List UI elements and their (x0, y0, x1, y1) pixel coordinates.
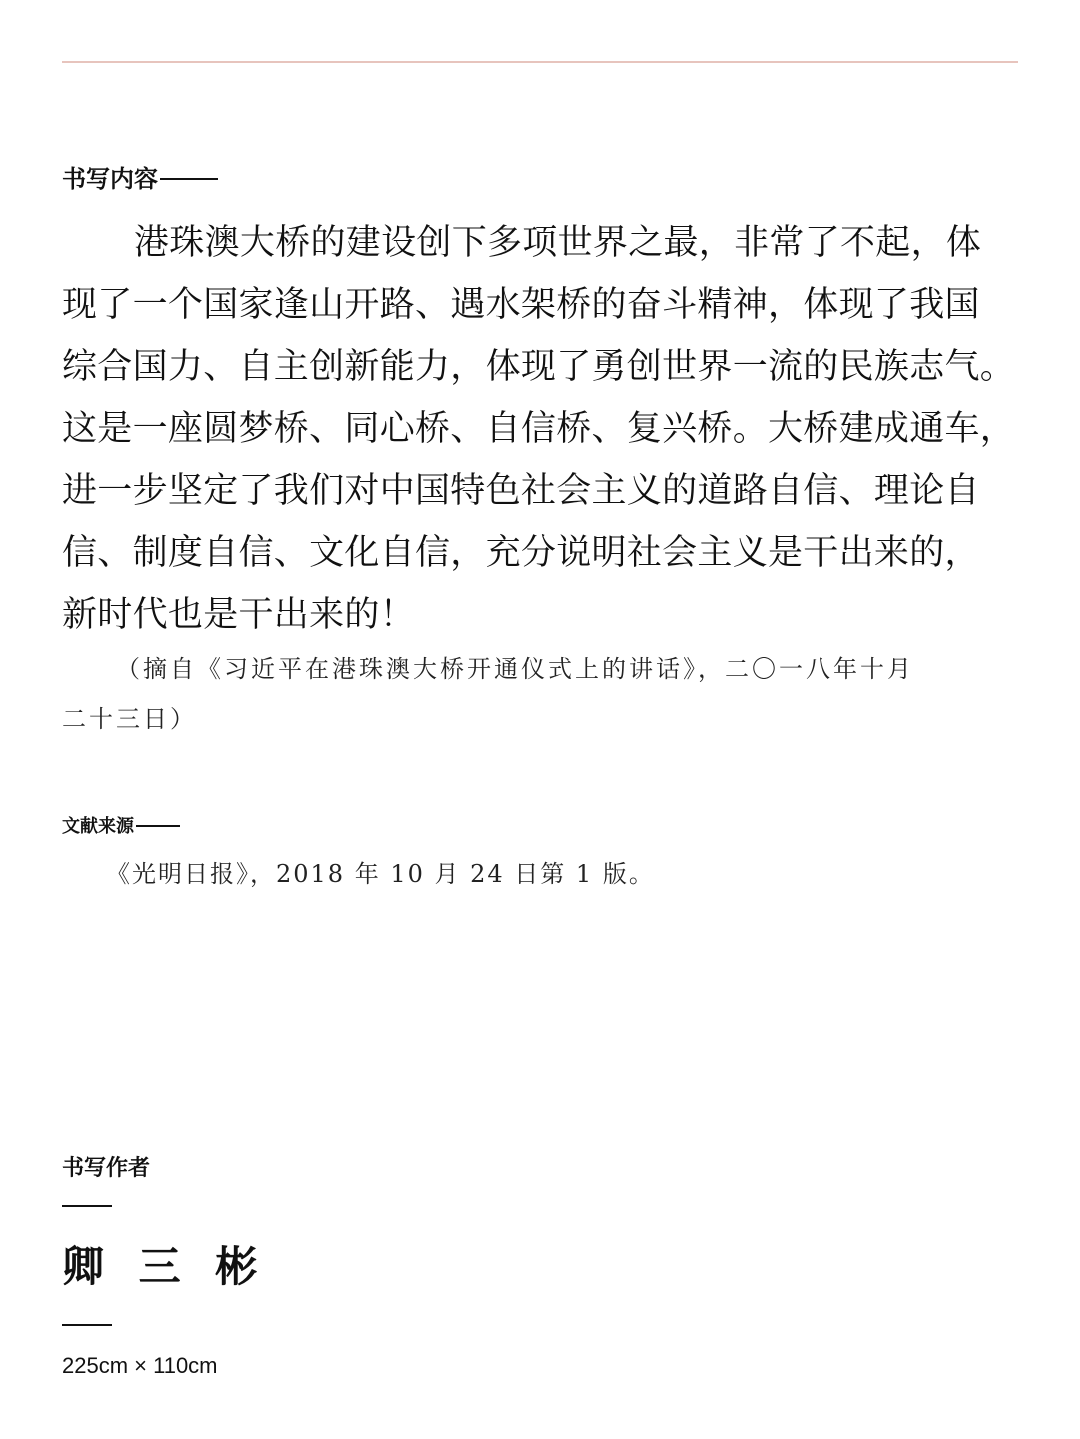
source-section-label-text: 文献来源 (62, 816, 134, 837)
author-section-label: 书写作者 (62, 1156, 151, 1181)
content-section-label (62, 164, 218, 194)
excerpt-line: （摘自《习近平在港珠澳大桥开通仪式上的讲话》，二〇一八年十月 (116, 655, 914, 683)
paragraph-line: 现了一个国家逢山开路、遇水架桥的奋斗精神，体现了我国 (62, 285, 980, 325)
author-name: 卿 三 彬 (62, 1242, 268, 1291)
paragraph-line: 新时代也是干出来的！ (62, 595, 416, 635)
top-divider (62, 61, 1018, 63)
excerpt-line: 二十三日） (62, 705, 197, 733)
excerpt-citation (62, 646, 1022, 746)
paragraph-line: 港珠澳大桥的建设创下多项世界之最，非常了不起，体 (134, 223, 982, 263)
content-section-label-text: 书写内容 (62, 165, 158, 193)
paragraph-line: 综合国力、自主创新能力，体现了勇创世界一流的民族志气。 (62, 347, 1016, 387)
short-divider (62, 1324, 112, 1326)
artwork-dimensions: 225cm × 110cm (62, 1353, 218, 1378)
source-citation: 《光明日报》，2018 年 10 月 24 日第 1 版。 (106, 860, 655, 888)
source-section-label (62, 815, 180, 839)
quote-paragraph (62, 212, 1022, 646)
label-dash (136, 825, 180, 827)
paragraph-line: 这是一座圆梦桥、同心桥、自信桥、复兴桥。大桥建成通车， (62, 409, 1016, 449)
label-dash (160, 178, 218, 180)
short-divider (62, 1205, 112, 1207)
paragraph-line: 进一步坚定了我们对中国特色社会主义的道路自信、理论自 (62, 471, 980, 511)
paragraph-line: 信、制度自信、文化自信，充分说明社会主义是干出来的， (62, 533, 980, 573)
